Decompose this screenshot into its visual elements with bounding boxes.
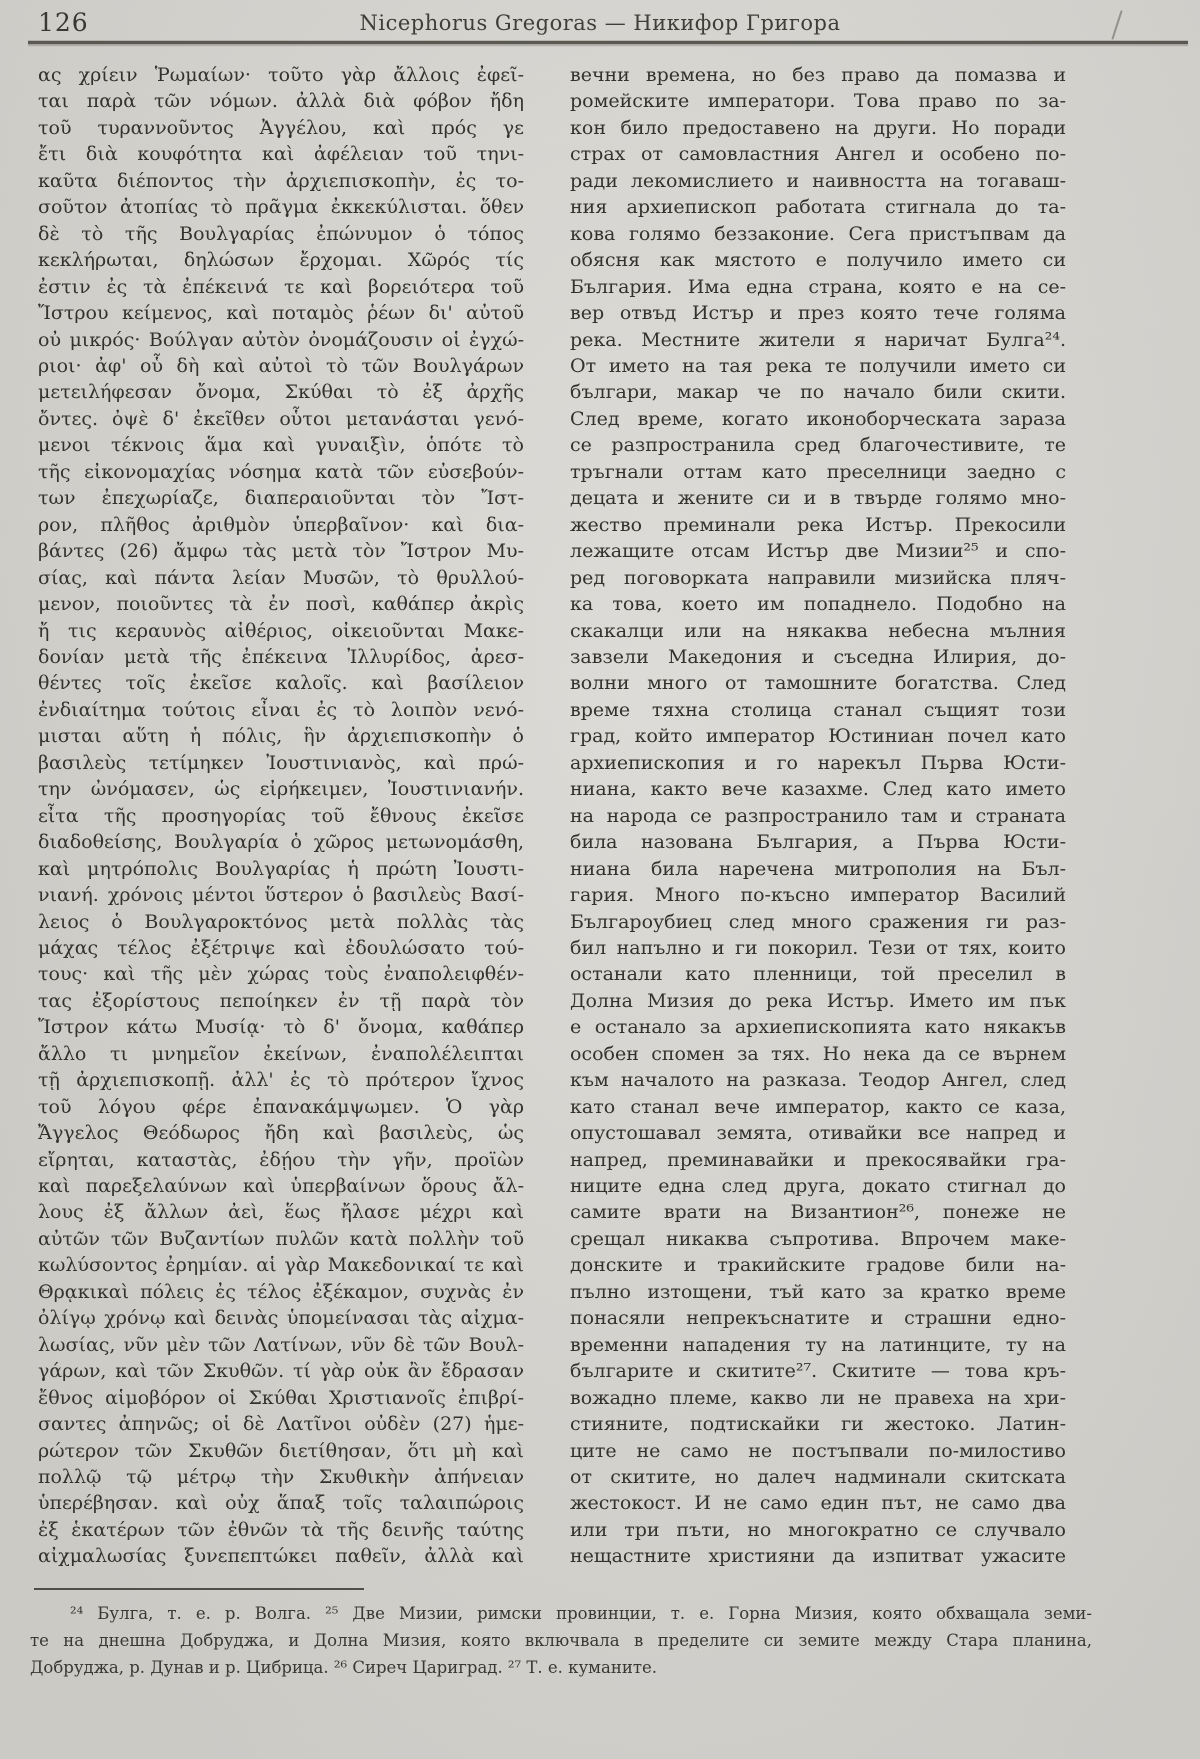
text-line: τῇ ἀρχιεπισκοπῇ. ἀλλ' ἐς τὸ πρότερον ἴχνος (38, 1069, 524, 1092)
text-line: τῆς εἰκονομαχίας νόσημα κατὰ τῶν εὐσεβούν- (38, 460, 524, 483)
text-line: μενον, ποιοῦντες τὰ ἐν ποσὶ, καθάπερ ἀκρὶς (38, 593, 524, 616)
text-line: донските и тракийските градове били на- (570, 1254, 1066, 1277)
text-line: вожадно племе, какво ли не правеха на хри- (570, 1386, 1066, 1409)
text-line: καῦτα διέποντος τὴν ἀρχιεπισκοπὴν, ἐς το- (38, 169, 524, 192)
text-line: ниана била наречена митрополия на Бъл- (570, 857, 1066, 880)
text-line: Ἴστρου κείμενος, καὶ ποταμὸς ῥέων δι' αὐτοῦ (38, 302, 524, 325)
text-line: гария. Много по-късно император Василий (570, 884, 1066, 907)
text-line: πολλῷ τῷ μέτρῳ τὴν Σκυθικὴν ἀπήνειαν (38, 1466, 524, 1489)
text-line: ка това, което им попаднело. Подобно на (570, 593, 1066, 616)
text-line: των ἐπεχωρίαζε, διαπεραιοῦνται τὸν Ἴστ- (38, 487, 524, 510)
text-line: те на днешна Добруджа, и Долна Мизия, която включвала в пределите си земите между Стара планина, (30, 1631, 1092, 1650)
text-line: ὄντες. ὀψὲ δ' ἐκεῖθεν οὗτοι μετανάσται γενό- (38, 407, 524, 430)
text-line: ред поговорката направили мизийска пляч- (570, 566, 1066, 589)
text-line: била назована България, а Първа Юсти- (570, 831, 1066, 854)
text-line: След време, когато иконоборческата зараза (570, 407, 1066, 430)
text-line: страх от самовластния Ангел и особено по- (570, 143, 1066, 166)
text-line: ἔτι διὰ κουφότητα καὶ ἀφέλειαν τοῦ τηνι- (38, 143, 524, 166)
text-line: срещал никаква съпротива. Впрочем маке- (570, 1227, 1066, 1250)
text-line: αἰχμαλωσίας ξυνεπεπτώκει παθεῖν, ἀλλὰ καὶ (38, 1545, 524, 1568)
text-line: ²⁴ Булга, т. е. р. Волга. ²⁵ Две Мизии, римски провинции, т. е. Горна Мизия, която обхващала земи- (70, 1604, 1092, 1623)
text-line: волни много от тамошните богатства. След (570, 672, 1066, 695)
text-line: ρον, πλῆθος ἀριθμὸν ὑπερβαῖνον· καὶ δια- (38, 513, 524, 536)
text-line: вечни времена, но без право да помазва и (570, 64, 1066, 86)
text-line: понасяли непрекъснатите и страшни едно- (570, 1307, 1066, 1330)
text-line: τοῦ τυραννοῦντος Ἀγγέλου, καὶ πρός γε (38, 116, 524, 139)
text-line: δονίαν μετὰ τῆς ἐπέκεινα Ἰλλυρίδος, ἀρεσ- (38, 645, 524, 668)
text-line: ἄλλο τι μνημεῖον ἐκείνων, ἐναπολέλειπται (38, 1042, 524, 1065)
text-line: на народа се разпространило там и страната (570, 804, 1066, 827)
text-line: самите врати на Византион²⁶, понеже не (570, 1201, 1066, 1224)
text-line: град, който император Юстиниан почел като (570, 725, 1066, 748)
text-line: децата и жените си и в твърде голямо мно- (570, 487, 1066, 510)
text-line: е останало за архиепископията като някакъв (570, 1016, 1066, 1039)
text-line: опустошавал земята, отивайки все напред и (570, 1122, 1066, 1145)
text-line: жестокост. И не само един път, не само два (570, 1492, 1066, 1515)
text-line: стияните, подтискайки ги жестоко. Латин- (570, 1413, 1066, 1436)
text-line: κεκλήρωται, δηλώσων ἔρχομαι. Χῶρός τίς (38, 249, 524, 272)
text-line: жество преминали река Истър. Прекосили (570, 513, 1066, 536)
text-line: напред, преминавайки и прекосявайки гра- (570, 1148, 1066, 1171)
text-line: останали като пленници, той преселил в (570, 963, 1066, 986)
text-line: или три пъти, но многократно се случвало (570, 1518, 1066, 1541)
text-line: ромейските императори. Това право по за- (570, 90, 1066, 113)
text-line: Ἄγγελος Θεόδωρος ἤδη καὶ βασιλεὺς, ὡς (38, 1122, 524, 1145)
text-line: вер отвъд Истър и през която тече голяма (570, 302, 1066, 325)
text-line: ἐστιν ἐς τὰ ἐπέκεινά τε καὶ βορειότερα τοῦ (38, 275, 524, 298)
text-line: ниана, както вече казахме. След като името (570, 778, 1066, 801)
text-line: οὐ μικρός· Βούλγαν αὐτὸν ὀνομάζουσιν οἱ ἐγχώ- (38, 328, 524, 351)
text-line: Българоубиец след много сражения ги раз- (570, 910, 1066, 933)
text-line: βάντες (26) ἄμφω τὰς μετὰ τὸν Ἴστρον Μυ- (38, 540, 524, 563)
running-title: Nicephorus Gregoras — Никифор Григора (359, 11, 841, 35)
bulgarian-text-column (570, 62, 1066, 1570)
footnote-rule (34, 1588, 364, 1590)
text-line: пълно изтощени, тъй като за кратко време (570, 1280, 1066, 1303)
text-line: Долна Мизия до река Истър. Името им пък (570, 989, 1066, 1012)
text-line: ния архиепископ работата стигнала до та- (570, 196, 1066, 219)
text-line: σαντες ἀπηνῶς; οἱ δὲ Λατῖνοι οὐδὲν (27) ἡμε- (38, 1413, 524, 1436)
text-line: От името на тая река те получили името си (570, 354, 1066, 377)
text-line: като станал вече император, както се каза, (570, 1095, 1066, 1118)
greek-text-column (38, 62, 524, 1570)
text-line: временни нападения ту на латинците, ту на (570, 1333, 1066, 1356)
text-line: ἐξ ἑκατέρων τῶν ἐθνῶν τὰ τῆς δεινῆς ταύτης (38, 1518, 524, 1541)
text-line: българите и скитите²⁷. Скитите — това кръ- (570, 1360, 1066, 1383)
text-line: κωλύσοντος ἐρημίαν. αἱ γὰρ Μακεδονικαί τε καὶ (38, 1254, 524, 1277)
text-line: την ὠνόμασεν, ὡς εἰρήκειμεν, Ἰουστινιανήν. (38, 778, 524, 801)
text-line: ὑπερέβησαν. καὶ οὐχ ἅπαξ τοῖς ταλαιπώροις (38, 1492, 524, 1515)
text-line: σοῦτον ἀτοπίας τὸ πρᾶγμα ἐκκεκύλισται. ὅθεν (38, 196, 524, 219)
text-line: ριοι· ἀφ' οὗ δὴ καὶ αὐτοὶ τὸ τῶν Βουλγάρων (38, 354, 524, 377)
text-line: особен спомен за тях. Но нека да се върнем (570, 1042, 1066, 1065)
text-line: καὶ παρεξελαύνων καὶ ὑπερβαίνων ὅρους ἄλ- (38, 1175, 524, 1198)
text-line: νιανή. χρόνοις μέντοι ὕστερον ὁ βασιλεὺς Βασί- (38, 884, 524, 907)
text-line: ἐνδιαίτημα τούτοις εἶναι ἐς τὸ λοιπὸν νενό- (38, 698, 524, 721)
text-line: μάχας τέλος ἐξέτριψε καὶ ἐδουλώσατο τού- (38, 936, 524, 959)
text-line: τοῦ λόγου φέρε ἐπανακάμψωμεν. Ὁ γὰρ (38, 1095, 524, 1118)
text-line: τας ἐξορίστους πεποίηκεν ἐν τῇ παρὰ τὸν (38, 989, 524, 1012)
text-line: обясня как мястото е получило името си (570, 249, 1066, 272)
text-line: тръгнали оттам като преселници заедно с (570, 460, 1066, 483)
page-number: 126 (38, 8, 89, 37)
text-line: εἶτα τῆς προσηγορίας τοῦ ἔθνους ἐκεῖσε (38, 804, 524, 827)
text-line: γάρων, καὶ τῶν Σκυθῶν. τί γὰρ οὐκ ἂν ἔδρασαν (38, 1360, 524, 1383)
text-line: архиепископия и го нарекъл Първа Юсти- (570, 751, 1066, 774)
text-line: ὀλίγῳ χρόνῳ καὶ δεινὰς ὑπομείνασαι τὰς αἰχμα- (38, 1307, 524, 1330)
text-line: λειος ὁ Βουλγαροκτόνος μετὰ πολλὰς τὰς (38, 910, 524, 933)
text-line: ниците една след друга, докато стигнал до (570, 1175, 1066, 1198)
text-line: λωσίας, νῦν μὲν τῶν Λατίνων, νῦν δὲ τῶν Βουλ- (38, 1333, 524, 1356)
text-line: България. Има една страна, която е на се- (570, 275, 1066, 298)
text-line: ради лекомислието и наивността на тогаваш- (570, 169, 1066, 192)
text-line: скакалци или на някаква небесна мълния (570, 619, 1066, 642)
text-line: λους ἐξ ἄλλων ἀεὶ, ἕως ἤλασε μέχρι καὶ (38, 1201, 524, 1224)
text-line: завзели Македония и съседна Илирия, до- (570, 645, 1066, 668)
text-line: ците не само не постъпвали по-милостиво (570, 1439, 1066, 1462)
text-line: εἴρηται, καταστὰς, ἐδῄου τὴν γῆν, προϊὼν (38, 1148, 524, 1171)
text-line: се разпространила сред благочестивите, те (570, 434, 1066, 457)
text-line: μισται αὕτη ἡ πόλις, ἣν ἀρχιεπισκοπὴν ὁ (38, 725, 524, 748)
footnotes (30, 1600, 1092, 1681)
text-line: Ἴστρον κάτω Μυσίᾳ· τὸ δ' ὄνομα, καθάπερ (38, 1016, 524, 1039)
text-line: бил напълно и ги покорил. Тези от тях, които (570, 936, 1066, 959)
text-line: от скитите, но далеч надминали скитската (570, 1466, 1066, 1489)
text-line: река. Местните жители я наричат Булга²⁴. (570, 328, 1066, 351)
text-line: българи, макар че по начало били скити. (570, 381, 1066, 404)
text-line: μενοι τέκνοις ἅμα καὶ γυναιξὶν, ὁπότε τὸ (38, 434, 524, 457)
text-line: кон било предоставено на други. Но поради (570, 116, 1066, 139)
text-line: δὲ τὸ τῆς Βουλγαρίας ἐπώνυμον ὁ τόπος (38, 222, 524, 245)
page-header (0, 6, 1200, 40)
text-columns (38, 62, 1066, 1570)
text-line: ἤ τις κεραυνὸς αἰθέριος, οἰκειοῦνται Μακε- (38, 619, 524, 642)
text-line: βασιλεὺς τετίμηκεν Ἰουστινιανὸς, καὶ πρώ- (38, 751, 524, 774)
text-line: μετειλήφεσαν ὄνομα, Σκύθαι τὸ ἐξ ἀρχῆς (38, 381, 524, 404)
text-line: αὐτῶν τῶν Βυζαντίων πυλῶν κατὰ πολλὴν τοῦ (38, 1227, 524, 1250)
text-line: ρώτερον τῶν Σκυθῶν διετίθησαν, ὅτι μὴ καὶ (38, 1439, 524, 1462)
text-line: ἔθνος αἱμοβόρον οἱ Σκύθαι Χριστιανοῖς ἐπιβρί- (38, 1386, 524, 1409)
text-line: διαδοθείσης, Βουλγαρία ὁ χῶρος μετωνομάσθη, (38, 831, 524, 854)
text-line: лежащите отсам Истър две Мизии²⁵ и спо- (570, 540, 1066, 563)
text-line: θέντες τοῖς ἐκεῖσε καλοῖς. καὶ βασίλειον (38, 672, 524, 695)
text-line: кова голямо беззаконие. Сега пристъпвам да (570, 222, 1066, 245)
text-line: към началото на разказа. Теодор Ангел, след (570, 1069, 1066, 1092)
text-line: ται παρὰ τῶν νόμων. ἀλλὰ διὰ φόβον ἤδη (38, 90, 524, 113)
text-line: време тяхна столица станал същият този (570, 698, 1066, 721)
text-line: нещастните християни да изпитват ужасите (570, 1545, 1066, 1568)
text-line: Добруджа, р. Дунав и р. Цибрица. ²⁶ Сиреч Цариград. ²⁷ Т. е. куманите. (30, 1658, 657, 1677)
text-line: σίας, καὶ πάντα λείαν Μυσῶν, τὸ θρυλλού- (38, 566, 524, 589)
text-line: καὶ μητρόπολις Βουλγαρίας ἡ πρώτη Ἰουστι- (38, 857, 524, 880)
text-line: Θρᾳκικαὶ πόλεις ἐς τέλος ἐξέκαμον, συχνὰς ἐν (38, 1280, 524, 1303)
text-line: ας χρίειν Ῥωμαίων· τοῦτο γὰρ ἄλλοις ἐφεῖ- (38, 64, 524, 86)
text-line: τους· καὶ τῆς μὲν χώρας τοὺς ἐναπολειφθέν- (38, 963, 524, 986)
header-rule (28, 41, 1188, 44)
